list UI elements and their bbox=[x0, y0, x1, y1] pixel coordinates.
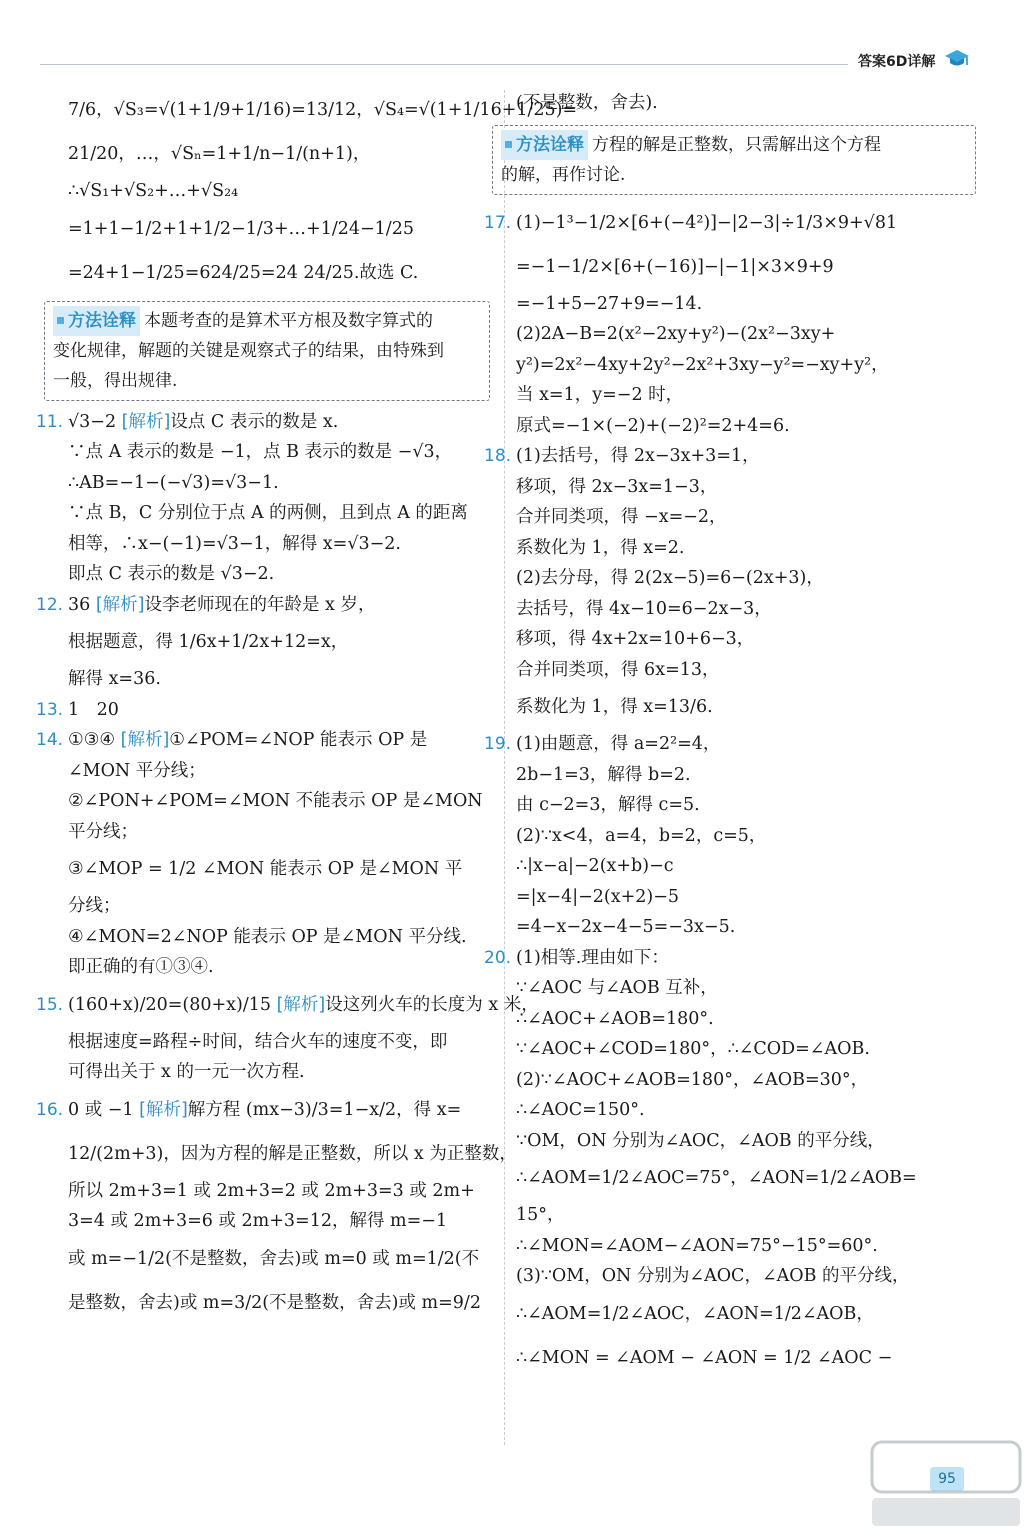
answer-line bbox=[516, 472, 976, 503]
answer-line bbox=[516, 350, 976, 381]
answer-line bbox=[516, 563, 976, 594]
analysis-text: 设李老师现在的年龄是 x 岁， bbox=[144, 594, 376, 615]
answer-text: √3−2 bbox=[68, 411, 122, 432]
answer-line bbox=[516, 594, 976, 625]
answer-line bbox=[516, 1034, 976, 1065]
answer-text: 21/20，…，√Sₙ=1+1/n−1/(n+1)， bbox=[68, 144, 371, 164]
answer-line bbox=[516, 821, 976, 852]
analysis-tag: [解析] bbox=[120, 730, 170, 750]
analysis-text: 设点 C 表示的数是 x. bbox=[170, 411, 339, 432]
answer-line bbox=[484, 441, 976, 472]
method-note-box bbox=[492, 125, 976, 195]
answer-text: ∵∠AOC+∠COD=180°，∴∠COD=∠AOB. bbox=[516, 1039, 870, 1059]
answer-text: y²)=2x²−4xy+2y²−2x²+3xy−y²=−xy+y²， bbox=[516, 354, 889, 375]
answer-text: 由 c−2=3，解得 c=5. bbox=[516, 795, 700, 815]
method-note-box bbox=[44, 301, 490, 401]
answer-text: 移项，得 4x+2x=10+6−3， bbox=[516, 629, 755, 649]
answer-line bbox=[516, 1004, 976, 1035]
answer-text: 平分线； bbox=[68, 821, 138, 842]
answer-text: (不是整数，舍去). bbox=[516, 93, 658, 113]
answer-line bbox=[516, 1126, 976, 1157]
answer-line bbox=[68, 176, 490, 207]
question-number: 14. bbox=[36, 730, 64, 750]
column-divider bbox=[504, 90, 505, 1445]
answer-text: ∴∠AOC+∠AOB=180°. bbox=[516, 1008, 714, 1029]
analysis-text: 设这列火车的长度为 x 米， bbox=[325, 994, 539, 1015]
answer-line bbox=[516, 1065, 976, 1096]
question-number: 20. bbox=[484, 947, 512, 968]
answer-text: ①③④ bbox=[68, 730, 121, 750]
answer-line bbox=[68, 1027, 490, 1058]
answer-text: 可得出关于 x 的一元一次方程. bbox=[68, 1062, 305, 1082]
answer-line bbox=[68, 498, 490, 529]
answer-text: ③∠MOP = 1/2 ∠MON 能表示 OP 是∠MON 平 bbox=[68, 859, 463, 879]
graduation-cap-icon bbox=[944, 48, 970, 70]
answer-text: ∴∠MON = ∠AOM − ∠AON = 1/2 ∠AOC − bbox=[516, 1347, 893, 1368]
answer-text: 12/(2m+3)，因为方程的解是正整数，所以 x 为正整数， bbox=[68, 1143, 517, 1164]
answer-line bbox=[516, 912, 976, 943]
answer-line bbox=[516, 973, 976, 1004]
answer-text: 即点 C 表示的数是 √3−2. bbox=[68, 564, 275, 584]
answer-text: (1)−1³−1/2×[6+(−4²)]−|2−3|÷1/3×9+√81 bbox=[516, 212, 898, 233]
answer-line bbox=[516, 624, 976, 655]
question-number: 12. bbox=[36, 594, 64, 615]
answer-text: =4−x−2x−4−5=−3x−5. bbox=[516, 917, 736, 937]
analysis-tag: [解析] bbox=[139, 1099, 188, 1120]
answer-line bbox=[68, 847, 490, 891]
answer-line bbox=[68, 1057, 490, 1088]
answer-line bbox=[68, 1176, 490, 1207]
question-number: 19. bbox=[484, 734, 512, 754]
answer-text: 根据速度=路程÷时间，结合火车的速度不变，即 bbox=[68, 1031, 448, 1052]
answer-line bbox=[68, 468, 490, 499]
answer-line bbox=[516, 882, 976, 913]
answer-line bbox=[516, 380, 976, 411]
answer-text: ∵∠AOC 与∠AOB 互补， bbox=[516, 978, 718, 998]
answer-text: ∵OM，ON 分别为∠AOC，∠AOB 的平分线， bbox=[516, 1130, 885, 1151]
answer-line bbox=[68, 529, 490, 560]
answer-line bbox=[68, 132, 490, 176]
answer-text: 系数化为 1，得 x=13/6. bbox=[516, 697, 713, 717]
answer-line bbox=[516, 88, 976, 119]
answer-line bbox=[516, 685, 976, 729]
answer-text: ∴∠MON=∠AOM−∠AON=75°−15°=60°. bbox=[516, 1235, 878, 1256]
answer-line bbox=[516, 1292, 976, 1336]
answer-text: 解得 x=36. bbox=[68, 669, 161, 689]
answer-text: (1)相等.理由如下： bbox=[516, 947, 669, 968]
header-rule bbox=[40, 64, 848, 65]
header-title: 答案6D详解 bbox=[858, 54, 936, 70]
answer-text: ∴∠AOM=1/2∠AOC=75°，∠AON=1/2∠AOB= bbox=[516, 1168, 917, 1188]
answer-line bbox=[68, 756, 490, 787]
answer-text: ∴|x−a|−2(x+b)−c bbox=[516, 856, 674, 876]
answer-line bbox=[516, 1231, 976, 1262]
answer-line bbox=[68, 1281, 490, 1325]
answer-line bbox=[516, 502, 976, 533]
answer-line bbox=[68, 620, 490, 664]
answer-text: 去括号，得 4x−10=6−2x−3， bbox=[516, 598, 772, 619]
answer-text: (2)∵∠AOC+∠AOB=180°，∠AOB=30°， bbox=[516, 1069, 869, 1090]
answer-text: ∵点 A 表示的数是 −1，点 B 表示的数是 −√3， bbox=[68, 442, 453, 462]
page-number: 95 bbox=[930, 1467, 964, 1491]
answer-text: 原式=−1×(−2)+(−2)²=2+4=6. bbox=[516, 415, 790, 436]
answer-text: 1 20 bbox=[68, 699, 119, 720]
analysis-text: ①∠POM=∠NOP 能表示 OP 是 bbox=[169, 730, 428, 750]
answer-line bbox=[516, 533, 976, 564]
answer-text: (3)∵OM，ON 分别为∠AOC，∠AOB 的平分线， bbox=[516, 1266, 910, 1286]
answer-text: 36 bbox=[68, 594, 96, 615]
answer-text: ②∠PON+∠POM=∠MON 不能表示 OP 是∠MON bbox=[68, 791, 483, 811]
answer-line bbox=[516, 411, 976, 442]
answer-text: =|x−4|−2(x+2)−5 bbox=[516, 886, 680, 907]
answer-line bbox=[68, 817, 490, 848]
method-note-line: 本题考查的是算术平方根及数字算式的 bbox=[144, 310, 433, 331]
right-column bbox=[484, 88, 976, 1380]
answer-line bbox=[68, 922, 490, 953]
answer-text: ④∠MON=2∠NOP 能表示 OP 是∠MON 平分线. bbox=[68, 926, 467, 947]
answer-text: =24+1−1/25=624/25=24 24/25.故选 C. bbox=[68, 262, 419, 283]
answer-text: =1+1−1/2+1+1/2−1/3+…+1/24−1/25 bbox=[68, 218, 414, 239]
answer-text: 3=4 或 2m+3=6 或 2m+3=12，解得 m=−1 bbox=[68, 1211, 448, 1231]
analysis-tag: [解析] bbox=[276, 994, 326, 1015]
question-number: 15. bbox=[36, 994, 64, 1015]
answer-line bbox=[516, 1095, 976, 1126]
answer-text: ∠MON 平分线； bbox=[68, 760, 206, 781]
answer-text: 或 m=−1/2(不是整数，舍去)或 m=0 或 m=1/2(不 bbox=[68, 1248, 480, 1269]
method-note-line: 的解，再作讨论. bbox=[501, 164, 626, 185]
question-number: 11. bbox=[36, 411, 64, 432]
answer-line bbox=[484, 201, 976, 245]
answer-line bbox=[516, 760, 976, 791]
question-number: 18. bbox=[484, 446, 512, 466]
answer-line bbox=[68, 207, 490, 251]
answer-line bbox=[68, 559, 490, 590]
method-note-tag: 方法诠释 bbox=[501, 130, 588, 160]
answer-line bbox=[484, 729, 976, 760]
answer-line bbox=[516, 851, 976, 882]
answer-line bbox=[68, 1237, 490, 1281]
answer-line bbox=[516, 1336, 976, 1380]
answer-line bbox=[68, 1132, 517, 1176]
method-note-line: 一般，得出规律. bbox=[53, 370, 178, 391]
answer-text: (1)由题意，得 a=2²=4， bbox=[516, 734, 721, 754]
answer-line bbox=[36, 695, 490, 726]
answer-line bbox=[68, 891, 490, 922]
answer-line bbox=[36, 590, 490, 621]
answer-line bbox=[68, 251, 490, 295]
answer-text: ∴∠AOM=1/2∠AOC，∠AON=1/2∠AOB， bbox=[516, 1303, 874, 1324]
answer-line bbox=[516, 655, 976, 686]
answer-text: 系数化为 1，得 x=2. bbox=[516, 537, 685, 558]
answer-text: 是整数，舍去)或 m=3/2(不是整数，舍去)或 m=9/2 bbox=[68, 1292, 481, 1313]
answer-line bbox=[68, 952, 490, 983]
analysis-text: 解方程 (mx−3)/3=1−x/2，得 x= bbox=[187, 1099, 462, 1120]
answer-text: ∴√S₁+√S₂+…+√S₂₄ bbox=[68, 181, 239, 201]
answer-text: (2)∵x<4，a=4，b=2，c=5， bbox=[516, 825, 767, 846]
answer-line bbox=[516, 790, 976, 821]
answer-line bbox=[68, 1206, 490, 1237]
answer-text: ∴AB=−1−(−√3)=√3−1. bbox=[68, 472, 279, 493]
answer-line bbox=[516, 245, 976, 289]
answer-line bbox=[516, 1156, 976, 1200]
answer-line bbox=[36, 407, 490, 438]
analysis-tag: [解析] bbox=[95, 594, 145, 615]
answer-text: =−1−1/2×[6+(−16)]−|−1|×3×9+9 bbox=[516, 256, 834, 277]
answer-text: 分线； bbox=[68, 896, 121, 916]
answer-text: 15°， bbox=[516, 1205, 565, 1225]
answer-line bbox=[68, 786, 490, 817]
answer-line bbox=[516, 319, 976, 350]
answer-text: ∴∠AOC=150°. bbox=[516, 1100, 645, 1120]
method-note-tag: 方法诠释 bbox=[53, 306, 140, 336]
answer-line bbox=[516, 1200, 976, 1231]
answer-line bbox=[36, 1088, 490, 1132]
answer-line bbox=[484, 943, 976, 974]
answer-text: (2)去分母，得 2(2x−5)=6−(2x+3)， bbox=[516, 568, 824, 588]
answer-text: 所以 2m+3=1 或 2m+3=2 或 2m+3=3 或 2m+ bbox=[68, 1180, 475, 1201]
answer-text: 7/6，√S₃=√(1+1/9+1/16)=13/12，√S₄=√(1+1/16+1/25)= bbox=[68, 100, 578, 120]
method-note-line: 方程的解是正整数，只需解出这个方程 bbox=[592, 134, 881, 155]
answer-text: 即正确的有①③④. bbox=[68, 957, 214, 977]
answer-line bbox=[36, 983, 539, 1027]
watermark-logo bbox=[866, 1436, 1026, 1532]
answer-text: 相等，∴x−(−1)=√3−1，解得 x=√3−2. bbox=[68, 533, 401, 554]
answer-line bbox=[68, 88, 578, 132]
method-note-line: 变化规律，解题的关键是观察式子的结果，由特殊到 bbox=[53, 340, 444, 361]
question-number: 17. bbox=[484, 212, 512, 233]
answer-text: ∵点 B，C 分别位于点 A 的两侧，且到点 A 的距离 bbox=[68, 503, 468, 523]
answer-text: 移项，得 2x−3x=1−3， bbox=[516, 476, 718, 497]
analysis-tag: [解析] bbox=[121, 411, 171, 432]
question-number: 13. bbox=[36, 699, 64, 720]
answer-line bbox=[68, 437, 490, 468]
answer-line bbox=[68, 664, 490, 695]
answer-text: 2b−1=3，解得 b=2. bbox=[516, 764, 691, 785]
answer-text: (160+x)/20=(80+x)/15 bbox=[68, 994, 277, 1015]
answer-text: 合并同类项，得 6x=13， bbox=[516, 659, 720, 680]
answer-text: 根据题意，得 1/6x+1/2x+12=x， bbox=[68, 632, 349, 652]
answer-line bbox=[516, 1261, 976, 1292]
question-number: 16. bbox=[36, 1099, 64, 1120]
answer-text: 合并同类项，得 −x=−2， bbox=[516, 507, 727, 527]
answer-line bbox=[36, 725, 490, 756]
answer-text: 当 x=1，y=−2 时， bbox=[516, 385, 684, 405]
answer-text: (1)去括号，得 2x−3x+3=1， bbox=[516, 446, 760, 466]
answer-text: 0 或 −1 bbox=[68, 1099, 140, 1120]
answer-text: (2)2A−B=2(x²−2xy+y²)−(2x²−3xy+ bbox=[516, 324, 836, 344]
answer-text: =−1+5−27+9=−14. bbox=[516, 293, 703, 314]
answer-line bbox=[516, 289, 976, 320]
